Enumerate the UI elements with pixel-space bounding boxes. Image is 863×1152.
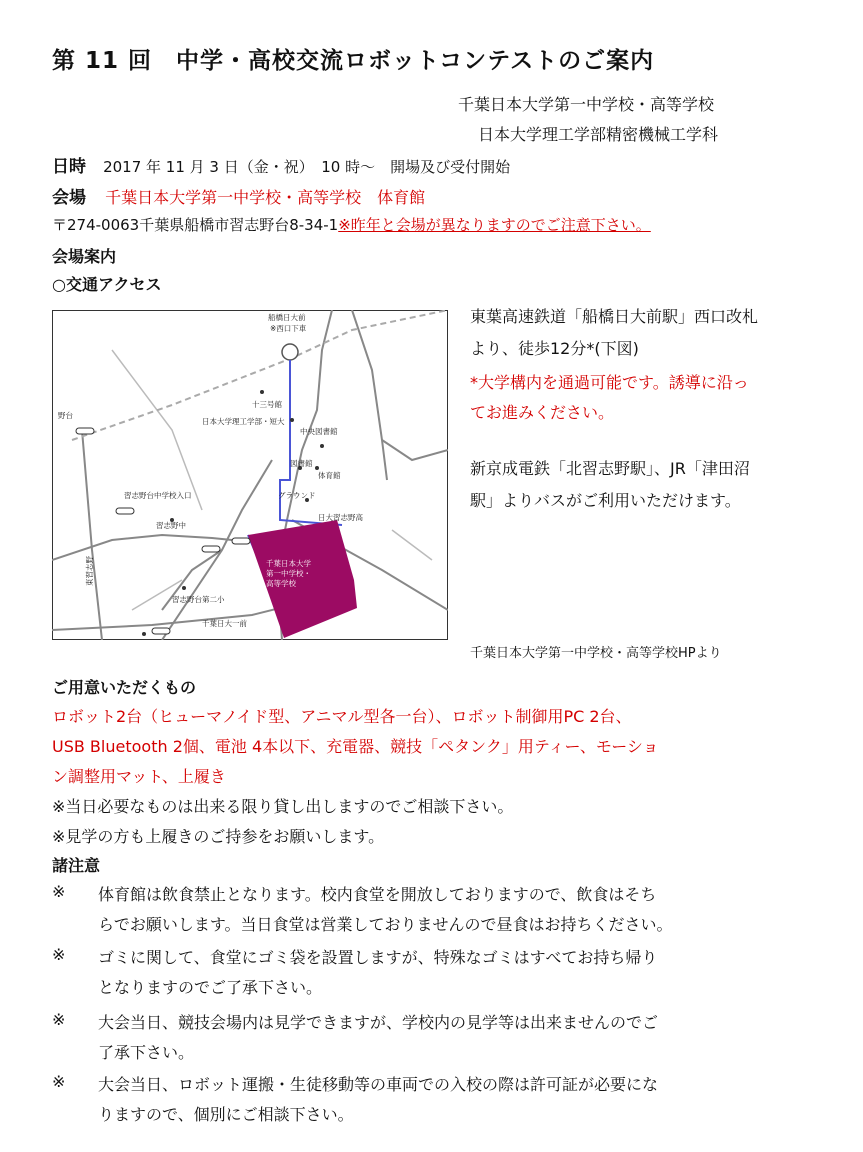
access-red-1: *大学構内を通過可能です。誘導に沿っ — [470, 373, 749, 392]
caution-line: ゴミに関して、食堂にゴミ袋を設置しますが、特殊なゴミはすべてお持ち帰り — [98, 948, 658, 967]
address-note: ※昨年と会場が異なりますのでご注意下さい。 — [338, 216, 651, 234]
map-jhs-label: 習志野中 — [156, 521, 186, 530]
map-jusanban-label: 十三号館 — [252, 400, 282, 409]
map-campus-label: 日本大学理工学部・短大 — [202, 417, 285, 426]
access-map — [52, 310, 448, 640]
map-source: 千葉日本大学第一中学校・高等学校HPより — [470, 646, 722, 661]
address-text: 〒274-0063千葉県船橋市習志野台8-34-1 — [52, 216, 339, 234]
address-row — [52, 214, 651, 235]
map-inlet-label: 習志野台中学校入口 — [124, 491, 192, 500]
access-bus-2: 駅」よりバスがご利用いただけます。 — [470, 491, 741, 510]
map-park-label: 東習志野 — [85, 556, 94, 586]
caution-mark: ※ — [52, 1010, 66, 1029]
map-chuo-label: 中央図書館 — [300, 427, 338, 436]
items-heading: ご用意いただくもの — [52, 678, 197, 697]
caution-mark: ※ — [52, 1072, 66, 1091]
map-school-label-3: 高等学校 — [266, 579, 296, 588]
caution-mark: ※ — [52, 945, 66, 964]
organizer-1: 千葉日本大学第一中学校・高等学校 — [458, 95, 715, 114]
access-bus-1: 新京成電鉄「北習志野駅」、JR「津田沼 — [470, 459, 750, 478]
datetime-row — [52, 152, 510, 177]
venue-label: 会場 — [52, 188, 86, 208]
map-station-exit-label: ※西口下車 — [270, 324, 307, 333]
items-red-line-3: ン調整用マット、上履き — [52, 767, 226, 786]
datetime-value: 2017 年 11 月 3 日（金・祝） 10 時～ 開場及び受付開始 — [103, 158, 511, 176]
access-line-1: 東葉高速鉄道「船橋日大前駅」西口改札 — [470, 307, 759, 326]
map-ground-label: グラウンド — [278, 491, 316, 500]
access-line-2: より、徒歩12分*(下図) — [470, 339, 639, 358]
items-note-1: ※当日必要なものは出来る限り貸し出しますのでご相談下さい。 — [52, 797, 514, 816]
caution-line: 体育館は飲食禁止となります。校内食堂を開放しておりますので、飲食はそち — [98, 885, 657, 904]
venue-row — [52, 183, 425, 208]
caution-line: 了承下さい。 — [98, 1043, 195, 1062]
map-es2-label: 習志野台第二小 — [172, 595, 225, 604]
map-higashi-label: 野台 — [58, 411, 73, 420]
organizer-2: 日本大学理工学部精密機械工学科 — [478, 125, 719, 144]
access-red-2: てお進みください。 — [470, 403, 615, 422]
caution-line: 大会当日、競技会場内は見学できますが、学校内の見学等は出来ませんのでご — [98, 1013, 659, 1032]
map-stop-label: 千葉日大一前 — [202, 619, 247, 628]
map-school-label-2: 第一中学校・ — [266, 569, 311, 578]
page-title: 第 11 回 中学・高校交流ロボットコンテストのご案内 — [52, 48, 655, 74]
caution-line: 大会当日、ロボット運搬・生徒移動等の車両での入校の際は許可証が必要にな — [98, 1075, 659, 1094]
map-station-label: 船橋日大前 — [268, 313, 306, 322]
map-taiikukan-label: 体育館 — [318, 471, 341, 480]
map-school-label-1: 千葉日本大学 — [266, 559, 311, 568]
venue-guide-heading: 会場案内 — [52, 247, 117, 266]
access-heading: ○交通アクセス — [52, 275, 162, 294]
cautions-heading: 諸注意 — [52, 856, 101, 875]
datetime-label: 日時 — [52, 157, 86, 177]
items-red-line-1: ロボット2台（ヒューマノイド型、アニマル型各一台）、ロボット制御用PC 2台、 — [52, 707, 632, 726]
caution-line: らでお願いします。当日食堂は営業しておりませんので昼食はお持ちください。 — [98, 915, 673, 934]
caution-line: となりますのでご了承下さい。 — [98, 978, 323, 997]
caution-mark: ※ — [52, 882, 66, 901]
items-red-line-2: USB Bluetooth 2個、電池 4本以下、充電器、競技「ペタンク」用ティー、モーショ — [52, 737, 659, 756]
map-toshokan-label: 図書館 — [290, 459, 313, 468]
items-note-2: ※見学の方も上履きのご持参をお願いします。 — [52, 827, 385, 846]
caution-line: りますので、個別にご相談下さい。 — [98, 1105, 354, 1124]
venue-value: 千葉日本大学第一中学校・高等学校 体育館 — [105, 188, 426, 207]
map-nodai-label: 日大習志野高 — [318, 513, 363, 522]
